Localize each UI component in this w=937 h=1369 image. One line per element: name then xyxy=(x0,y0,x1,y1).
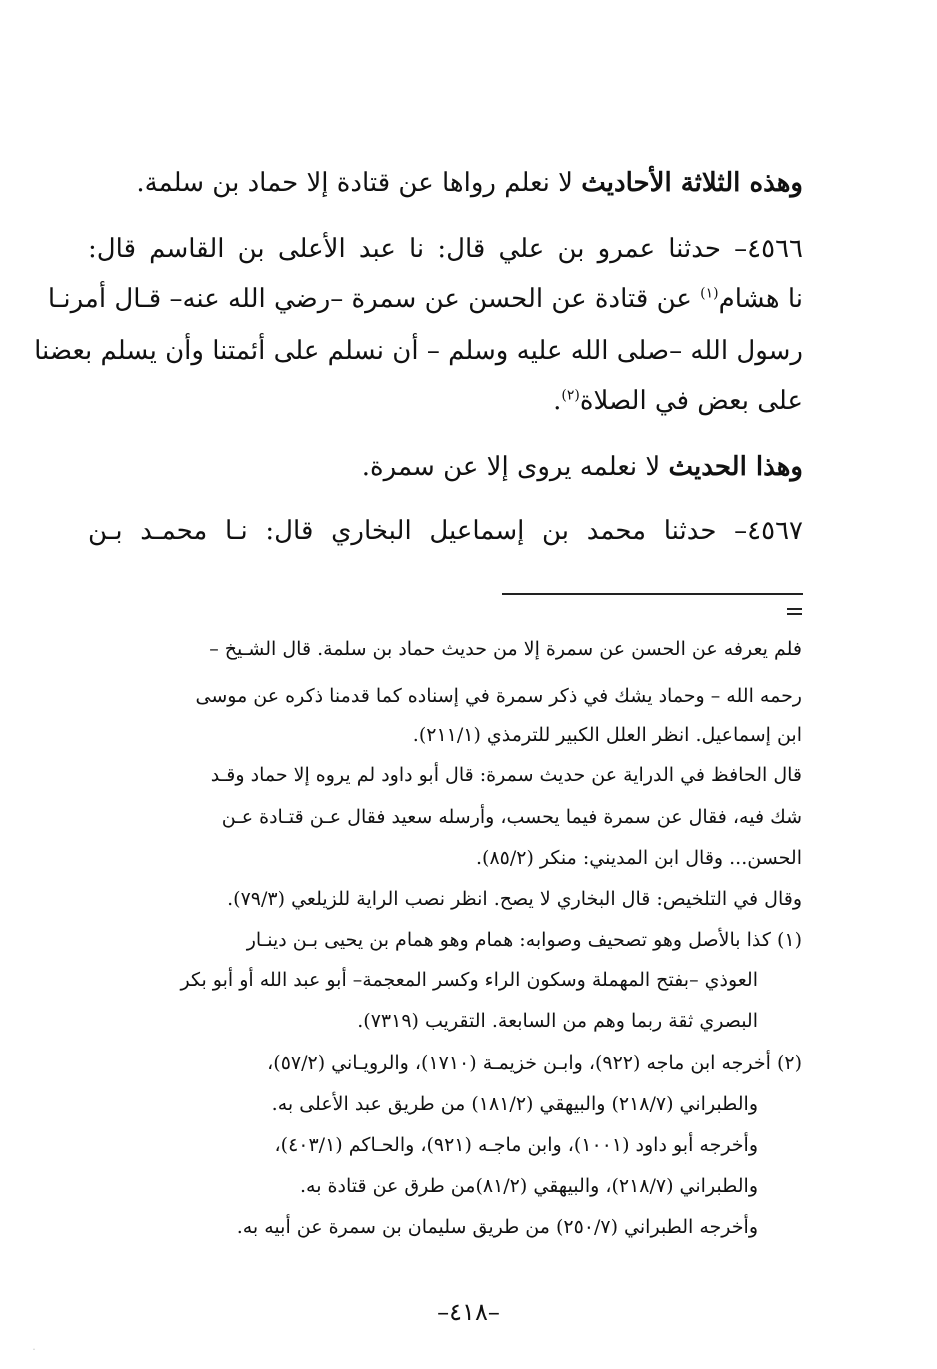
footnote-line-6: الحسن... وقال ابن المديني: منكر (٨٥/٢). xyxy=(475,847,802,869)
main-line-6 xyxy=(362,454,803,480)
footnote-line-4: قال الحافظ في الدراية عن حديث سمرة: قال أبو داود لم يروه إلا حماد وقـد xyxy=(210,764,802,786)
main-line-3-start: نا هشام xyxy=(718,284,803,314)
footnote-line-15: وأخرجه الطبراني (٢٥٠/٧) من طريق سليمان بن سمرة عن أبيه به. xyxy=(236,1216,758,1238)
main-line-1 xyxy=(136,170,803,196)
equals-mark-icon xyxy=(787,608,802,616)
footnote-line-2: رحمه الله – وحماد يشك في ذكر سمرة في إسناده كما قدمنا ذكره عن موسى xyxy=(195,685,802,707)
main-line-5-start: على بعض في الصلاة xyxy=(579,386,803,416)
footnote-line-1: فلم يعرفه عن الحسن عن سمرة إلا من حديث حماد بن سلمة. قال الشـيخ – xyxy=(209,638,802,660)
bold-heading-2: وهذا الحديث xyxy=(668,452,803,482)
main-line-5 xyxy=(553,388,803,414)
main-line-3-end: عن قتادة عن الحسن عن سمرة –رضي الله عنه– قـال أمرنـا xyxy=(47,284,701,314)
footnote-line-3: ابن إسماعيل. انظر العلل الكبير للترمذي (٢١١/١). xyxy=(412,724,802,746)
footnote-line-9: العوذي –بفتح المهملة وسكون الراء وكسر المعجمة– أبو عبد الله أو أبو بكر xyxy=(180,969,758,991)
footnote-line-14: والطبراني (٢١٨/٧)، والبيهقي (٨١/٢)من طرق عن قتادة به. xyxy=(299,1175,758,1197)
main-line-5-end: . xyxy=(553,386,562,416)
footnote-line-7: وقال في التلخيص: قال البخاري لا يصح. انظر نصب الراية للزيلعي (٧٩/٣). xyxy=(227,888,802,910)
main-line-4: رسول الله –صلى الله عليه وسلم – أن نسلم على أئمتنا وأن يسلم بعضنا xyxy=(34,336,803,366)
footnote-separator xyxy=(502,593,803,595)
main-line-1-text: لا نعلم رواها عن قتادة إلا حماد بن سلمة. xyxy=(136,168,582,198)
footnote-line-12: والطبراني (٢١٨/٧) والبيهقي (١٨١/٢) من طريق عبد الأعلى به. xyxy=(271,1093,758,1115)
main-line-2: ٤٥٦٦– حدثنا عمرو بن علي قال: نا عبد الأعلى بن القاسم قال: xyxy=(88,234,803,264)
page-number: –٤١٨– xyxy=(437,1298,500,1326)
bold-heading: وهذه الثلاثة الأحاديث xyxy=(581,168,803,198)
footnote-ref-2: (٢) xyxy=(561,387,580,404)
main-line-7: ٤٥٦٧– حدثنا محمد بن إسماعيل البخاري قال: نـا محمـد بـن xyxy=(88,516,803,546)
footnote-line-13: وأخرجه أبو داود (١٠٠١)، وابن ماجـه (٩٢١)، والحـاكم (٤٠٣/١)، xyxy=(274,1134,758,1156)
footnote-line-11: (٢) أخرجه ابن ماجه (٩٢٢)، وابـن خزيمـة (١٧١٠)، والرويـاني (٥٧/٢)، xyxy=(267,1052,802,1074)
footnote-line-5: شك فيه، فقال عن سمرة فيما يحسب، وأرسله سعيد فقال عـن قتـادة عـن xyxy=(221,806,802,828)
footnote-ref-1: (١) xyxy=(700,285,719,302)
footnote-line-8: (١) كذا بالأصل وهو تصحيف وصوابه: همام وهو همام بن يحيى بـن دينـار xyxy=(246,929,802,951)
main-line-3 xyxy=(47,284,803,314)
main-line-6-text: لا نعلمه يروى إلا عن سمرة. xyxy=(361,452,669,482)
footnote-line-10: البصري ثقة ربما وهم من السابعة. التقريب (٧٣١٩). xyxy=(357,1010,758,1032)
